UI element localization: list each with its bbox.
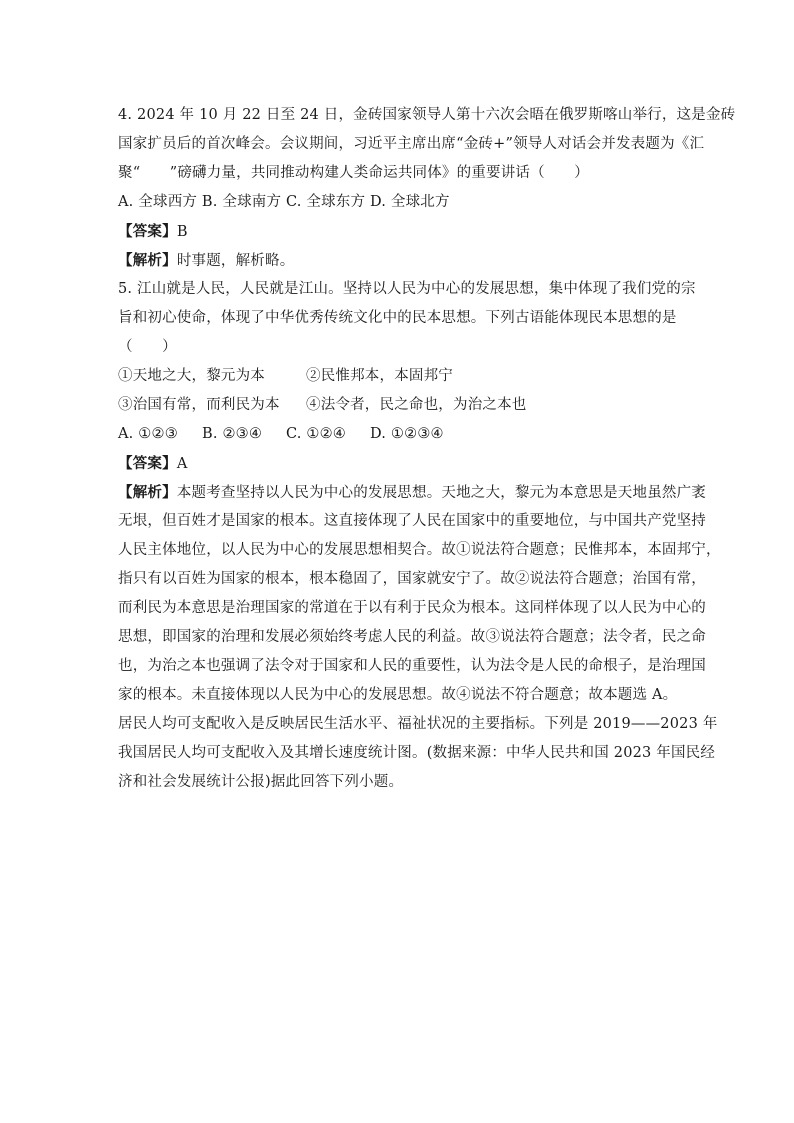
answer-value: A: [176, 456, 188, 472]
q5-stem-line-1: 5. 江山就是人民，人民就是江山。坚持以人民为中心的发展思想，集中体现了我们党的宗: [118, 281, 696, 297]
analysis-tag: 【解析】: [118, 252, 177, 269]
q5-analysis-line-8: 家的根本。未直接体现以人民为中心的发展思想。故④说法不符合题意；故本题选 A。: [118, 687, 678, 703]
q5-item-4: ④法令者，民之命也，为治之本也: [306, 397, 527, 413]
q5-analysis-line-2: 无垠，但百姓才是国家的根本。这直接体现了人民在国家中的重要地位，与中国共产党坚持: [118, 513, 706, 529]
q4-stem-line-1: 4. 2024 年 10 月 22 日至 24 日，金砖国家领导人第十六次会晤在俄罗斯喀山举行，这是金砖: [118, 107, 736, 123]
q4-stem-line-3: 聚“ ”磅礴力量，共同推动构建人类命运共同体》的重要讲话（ ）: [118, 165, 589, 181]
q5-options: [118, 420, 678, 449]
q5-items-row-1: [118, 362, 678, 391]
q5-answer: [118, 449, 678, 478]
q5-analysis-line-5: 而利民为本意思是治理国家的常道在于以有利于民众为根本。这同样体现了以人民为中心的: [118, 600, 706, 616]
q5-item-3: ③治国有常，而利民为本: [118, 397, 280, 413]
q5-stem-line-2: 旨和初心使命，体现了中华优秀传统文化中的民本思想。下列古语能体现民本思想的是: [118, 310, 677, 326]
answer-tag: 【答案】: [118, 223, 177, 240]
q5-option-c: C. ①②④: [286, 426, 346, 442]
analysis-text: 本题考查坚持以人民为中心的发展思想。天地之大，黎元为本意思是天地虽然广袤: [176, 485, 707, 501]
q5-analysis-line-6: 思想，即国家的治理和发展必须始终考虑人民的利益。故③说法符合题意；法令者，民之命: [118, 629, 706, 645]
q4-stem-line-2: 国家扩员后的首次峰会。会议期间，习近平主席出席“金砖+”领导人对话会并发表题为《汇: [118, 136, 705, 152]
q5-option-d: D. ①②③④: [370, 426, 444, 442]
intro-line-2: 我国居民人均可支配收入及其增长速度统计图。(数据来源：中华人民共和国 2023 年国民经: [118, 745, 716, 761]
q5-item-2: ②民惟邦本，本固邦宁: [306, 368, 453, 384]
q5-items-row-2: [118, 391, 678, 420]
document-page: [118, 101, 736, 797]
q4-answer: [118, 217, 678, 246]
q5-option-b: B. ②③④: [202, 426, 263, 442]
answer-tag: 【答案】: [118, 455, 177, 472]
analysis-tag: 【解析】: [118, 484, 177, 501]
intro-line-1: 居民人均可支配收入是反映居民生活水平、福祉状况的主要指标。下列是 2019——2023 年: [118, 716, 718, 732]
q5-analysis-line-3: 人民主体地位，以人民为中心的发展思想相契合。故①说法符合题意；民惟邦本，本固邦宁，: [118, 542, 721, 558]
q4-analysis: [118, 246, 678, 275]
q5-item-1: ①天地之大，黎元为本: [118, 368, 265, 384]
q4-options: A. 全球西方 B. 全球南方 C. 全球东方 D. 全球北方: [118, 194, 450, 210]
intro-line-3: 济和社会发展统计公报)据此回答下列小题。: [118, 774, 404, 790]
q5-option-a: A. ①②③: [118, 426, 178, 442]
q5-stem-line-3: （ ）: [118, 339, 177, 355]
q5-analysis-line-7: 也，为治之本也强调了法令对于国家和人民的重要性，认为法令是人民的命根子，是治理国: [118, 658, 706, 674]
analysis-text: 时事题，解析略。: [176, 253, 295, 269]
q5-analysis-line-1: [118, 478, 707, 507]
answer-value: B: [176, 224, 188, 240]
q5-analysis-line-4: 指只有以百姓为国家的根本，根本稳固了，国家就安宁了。故②说法符合题意；治国有常，: [118, 571, 706, 587]
